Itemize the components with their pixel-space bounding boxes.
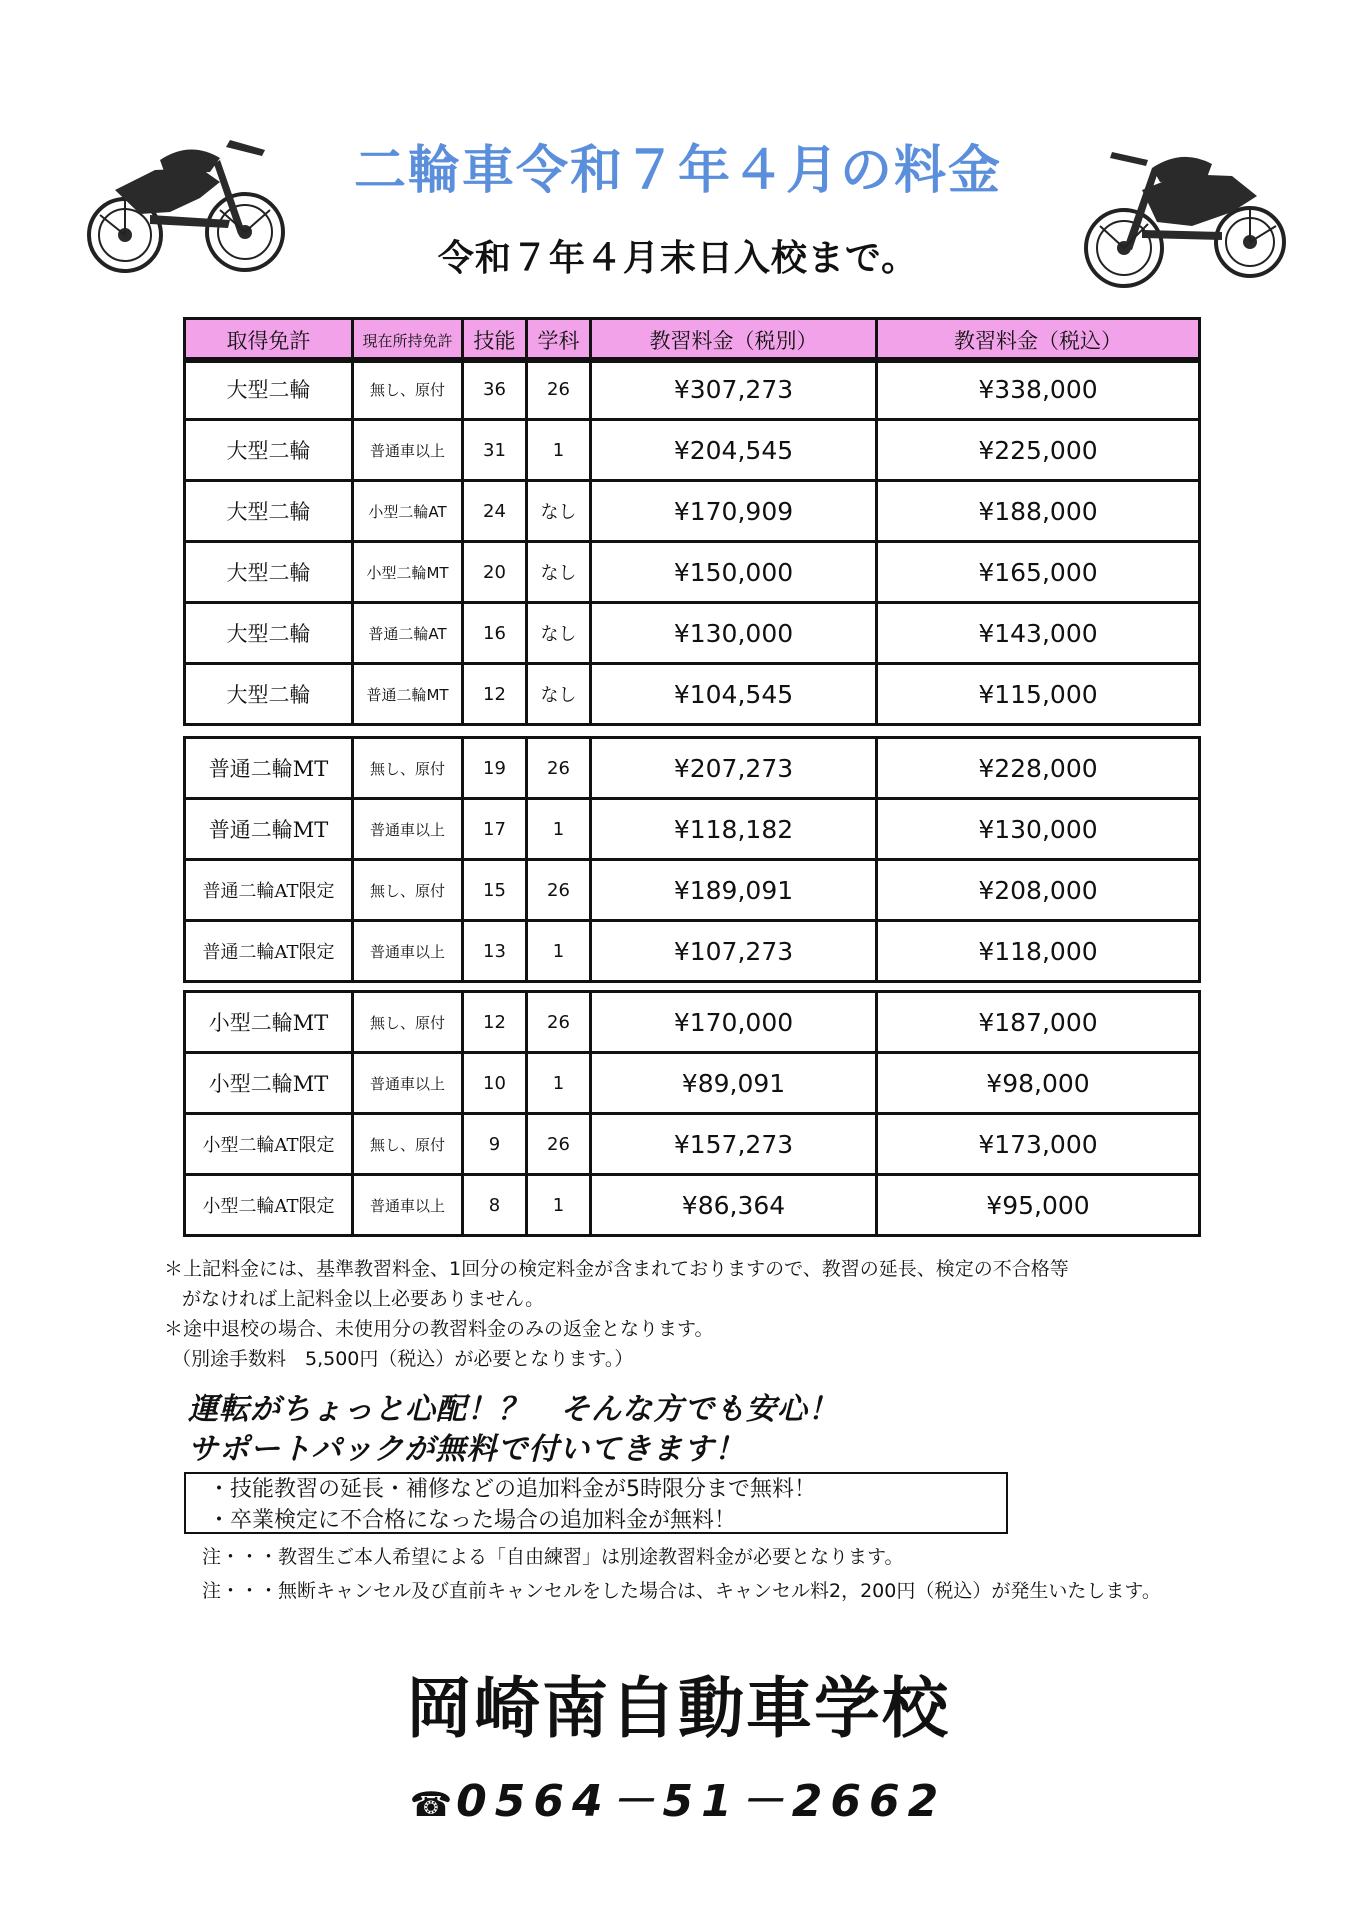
academic-hours-cell: 1 — [527, 1175, 591, 1236]
fee-excl-tax-cell: ¥150,000 — [591, 542, 877, 603]
header-academic: 学科 — [527, 319, 591, 362]
practical-hours-cell: 9 — [463, 1114, 527, 1175]
license-cell: 小型二輪AT限定 — [185, 1114, 353, 1175]
header-current-license: 現在所持免許 — [353, 319, 463, 362]
current-license-cell: 普通車以上 — [353, 420, 463, 481]
support-item: ・卒業検定に不合格になった場合の追加料金が無料！ — [208, 1508, 737, 1533]
practical-hours-cell: 31 — [463, 420, 527, 481]
fee-table-small — [183, 990, 1201, 1237]
fee-incl-tax-cell: ¥208,000 — [877, 860, 1200, 921]
practical-hours-cell: 36 — [463, 359, 527, 420]
current-license-cell: 無し、原付 — [353, 860, 463, 921]
license-cell: 大型二輪 — [185, 664, 353, 725]
phone-number-text: 0564－51－2662 — [456, 1776, 947, 1827]
academic-hours-cell: 26 — [527, 738, 591, 799]
current-license-cell: 普通車以上 — [353, 1175, 463, 1236]
current-license-cell: 無し、原付 — [353, 1114, 463, 1175]
current-license-cell: 普通二輪MT — [353, 664, 463, 725]
support-headline-line: 運転がちょっと心配！？ そんな方でも安心！ — [188, 1392, 839, 1427]
license-cell: 小型二輪MT — [185, 992, 353, 1053]
practical-hours-cell: 8 — [463, 1175, 527, 1236]
academic-hours-cell: 26 — [527, 1114, 591, 1175]
license-cell: 普通二輪AT限定 — [185, 921, 353, 982]
practical-hours-cell: 13 — [463, 921, 527, 982]
fee-incl-tax-cell: ¥118,000 — [877, 921, 1200, 982]
support-item: ・技能教習の延長・補修などの追加料金が5時限分まで無料！ — [208, 1477, 816, 1502]
fee-incl-tax-cell: ¥173,000 — [877, 1114, 1200, 1175]
motorcycle-icon — [80, 120, 290, 280]
academic-hours-cell: 1 — [527, 1053, 591, 1114]
fee-table-standard — [183, 736, 1201, 983]
table-row — [185, 992, 1200, 1053]
table-row — [185, 481, 1200, 542]
fee-excl-tax-cell: ¥86,364 — [591, 1175, 877, 1236]
caution-text: 注・・・教習生ご本人希望による「自由練習」は別途教習料金が必要となります。 — [202, 1546, 904, 1568]
practical-hours-cell: 19 — [463, 738, 527, 799]
support-box — [184, 1472, 1008, 1534]
practical-hours-cell: 24 — [463, 481, 527, 542]
academic-hours-cell: なし — [527, 603, 591, 664]
academic-hours-cell: なし — [527, 664, 591, 725]
practical-hours-cell: 16 — [463, 603, 527, 664]
table-row — [185, 603, 1200, 664]
current-license-cell: 小型二輪MT — [353, 542, 463, 603]
note-text: （別途手数料 5,500円（税込）が必要となります。） — [172, 1348, 634, 1370]
header-license: 取得免許 — [185, 319, 353, 362]
page-title: 二輪車令和７年４月の料金 — [353, 141, 1002, 201]
license-cell: 普通二輪MT — [185, 738, 353, 799]
phone-icon: ☎ — [409, 1785, 453, 1825]
fee-excl-tax-cell: ¥107,273 — [591, 921, 877, 982]
table-row — [185, 542, 1200, 603]
table-row — [185, 359, 1200, 420]
fee-table-large — [183, 357, 1201, 726]
fee-incl-tax-cell: ¥98,000 — [877, 1053, 1200, 1114]
header-fee-incl-tax: 教習料金（税込） — [877, 319, 1200, 362]
practical-hours-cell: 17 — [463, 799, 527, 860]
fee-excl-tax-cell: ¥130,000 — [591, 603, 877, 664]
fee-notes — [164, 1254, 1069, 1374]
fee-incl-tax-cell: ¥115,000 — [877, 664, 1200, 725]
school-name: 岡崎南自動車学校 — [406, 1670, 950, 1747]
header-practical: 技能 — [463, 319, 527, 362]
table-row — [185, 738, 1200, 799]
license-cell: 大型二輪 — [185, 359, 353, 420]
fee-excl-tax-cell: ¥204,545 — [591, 420, 877, 481]
table-row — [185, 420, 1200, 481]
license-cell: 大型二輪 — [185, 481, 353, 542]
note-text: ＊途中退校の場合、未使用分の教習料金のみの返金となります。 — [164, 1318, 714, 1340]
fee-excl-tax-cell: ¥170,909 — [591, 481, 877, 542]
motorcycle-icon — [1082, 130, 1292, 290]
table-row — [185, 921, 1200, 982]
fee-excl-tax-cell: ¥118,182 — [591, 799, 877, 860]
license-cell: 小型二輪MT — [185, 1053, 353, 1114]
practical-hours-cell: 12 — [463, 664, 527, 725]
page-subtitle: 令和７年４月末日入校まで。 — [437, 238, 919, 279]
fee-incl-tax-cell: ¥188,000 — [877, 481, 1200, 542]
fee-incl-tax-cell: ¥143,000 — [877, 603, 1200, 664]
fee-excl-tax-cell: ¥189,091 — [591, 860, 877, 921]
table-row — [185, 1053, 1200, 1114]
current-license-cell: 普通車以上 — [353, 799, 463, 860]
note-text: がなければ上記料金以上必要ありません。 — [182, 1288, 545, 1310]
fee-incl-tax-cell: ¥130,000 — [877, 799, 1200, 860]
practical-hours-cell: 10 — [463, 1053, 527, 1114]
license-cell: 大型二輪 — [185, 542, 353, 603]
header-fee-excl-tax: 教習料金（税別） — [591, 319, 877, 362]
practical-hours-cell: 12 — [463, 992, 527, 1053]
fee-excl-tax-cell: ¥89,091 — [591, 1053, 877, 1114]
practical-hours-cell: 20 — [463, 542, 527, 603]
current-license-cell: 普通二輪AT — [353, 603, 463, 664]
academic-hours-cell: 1 — [527, 799, 591, 860]
academic-hours-cell: 1 — [527, 921, 591, 982]
license-cell: 小型二輪AT限定 — [185, 1175, 353, 1236]
phone-number — [0, 1765, 1356, 1829]
fee-incl-tax-cell: ¥338,000 — [877, 359, 1200, 420]
academic-hours-cell: 26 — [527, 359, 591, 420]
license-cell: 普通二輪AT限定 — [185, 860, 353, 921]
fee-excl-tax-cell: ¥170,000 — [591, 992, 877, 1053]
academic-hours-cell: 26 — [527, 992, 591, 1053]
table-row — [185, 860, 1200, 921]
table-row — [185, 664, 1200, 725]
current-license-cell: 小型二輪AT — [353, 481, 463, 542]
table-row — [185, 799, 1200, 860]
fee-incl-tax-cell: ¥225,000 — [877, 420, 1200, 481]
table-row — [185, 1175, 1200, 1236]
caution-text: 注・・・無断キャンセル及び直前キャンセルをした場合は、キャンセル料2，200円（税込）が発生いたします。 — [202, 1580, 1161, 1602]
current-license-cell: 普通車以上 — [353, 921, 463, 982]
practical-hours-cell: 15 — [463, 860, 527, 921]
license-cell: 普通二輪MT — [185, 799, 353, 860]
current-license-cell: 無し、原付 — [353, 359, 463, 420]
table-row — [185, 1114, 1200, 1175]
current-license-cell: 無し、原付 — [353, 992, 463, 1053]
license-cell: 大型二輪 — [185, 603, 353, 664]
support-headline — [188, 1390, 839, 1470]
fee-incl-tax-cell: ¥165,000 — [877, 542, 1200, 603]
cautions — [202, 1540, 1161, 1608]
license-cell: 大型二輪 — [185, 420, 353, 481]
fee-excl-tax-cell: ¥307,273 — [591, 359, 877, 420]
note-text: ＊上記料金には、基準教習料金、1回分の検定料金が含まれておりますので、教習の延長、検定の不合格等 — [164, 1258, 1069, 1280]
current-license-cell: 無し、原付 — [353, 738, 463, 799]
support-headline-line: サポートパックが無料で付いてきます！ — [188, 1432, 746, 1467]
fee-excl-tax-cell: ¥104,545 — [591, 664, 877, 725]
fee-incl-tax-cell: ¥228,000 — [877, 738, 1200, 799]
academic-hours-cell: なし — [527, 481, 591, 542]
fee-incl-tax-cell: ¥187,000 — [877, 992, 1200, 1053]
academic-hours-cell: 1 — [527, 420, 591, 481]
academic-hours-cell: 26 — [527, 860, 591, 921]
fee-excl-tax-cell: ¥157,273 — [591, 1114, 877, 1175]
fee-incl-tax-cell: ¥95,000 — [877, 1175, 1200, 1236]
current-license-cell: 普通車以上 — [353, 1053, 463, 1114]
fee-excl-tax-cell: ¥207,273 — [591, 738, 877, 799]
academic-hours-cell: なし — [527, 542, 591, 603]
